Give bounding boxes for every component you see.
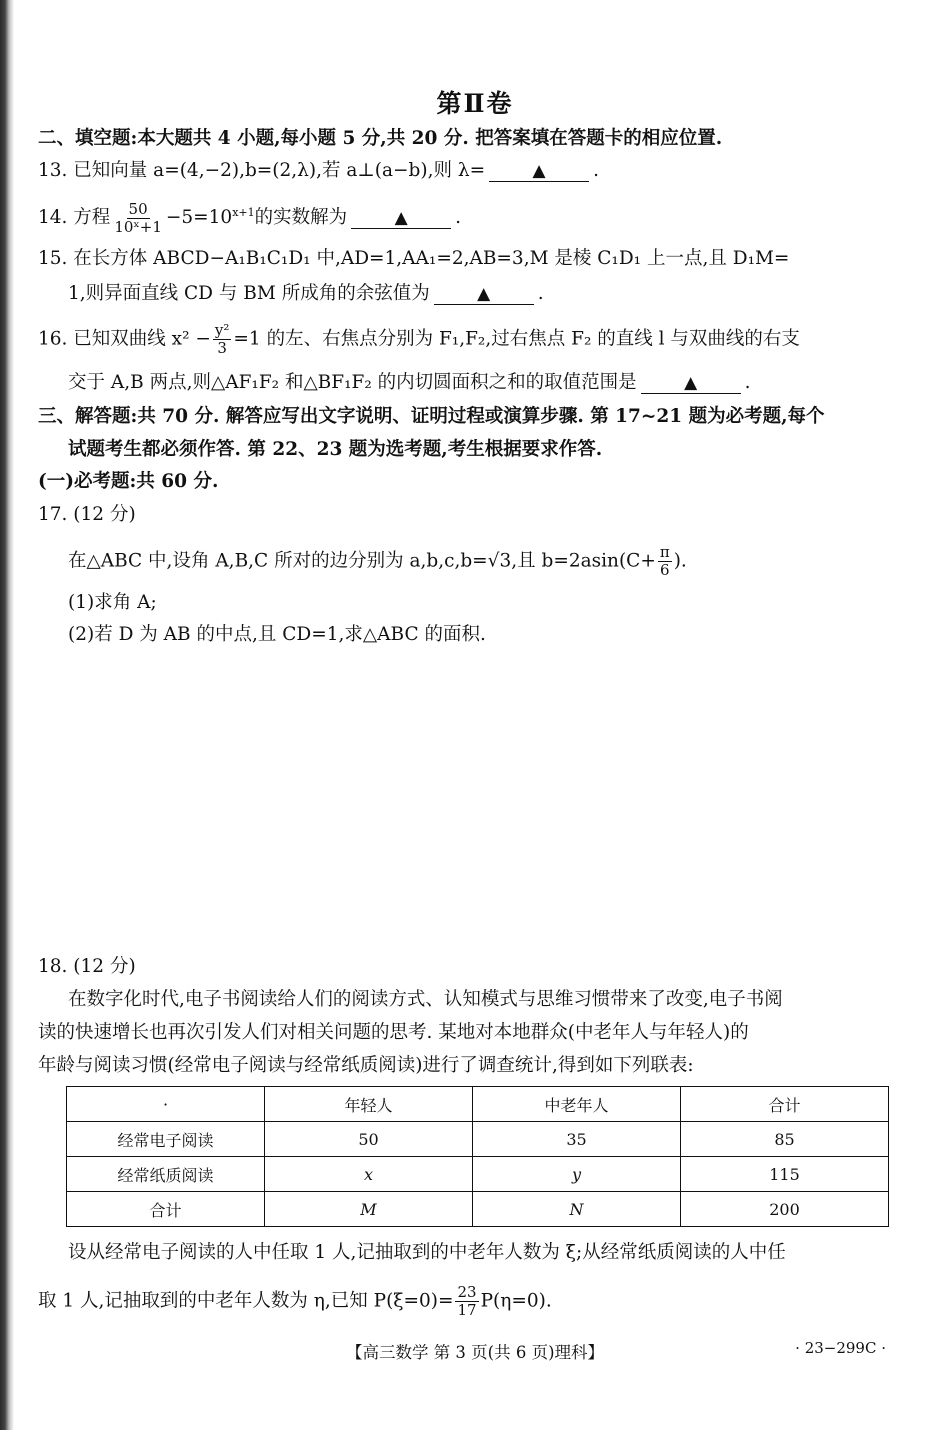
contingency-table <box>66 1086 889 1227</box>
question-18-after1: 设从经常电子阅读的人中任取 1 人,记抽取到的中老年人数为 ξ;从经常纸质阅读的人中任 <box>68 1242 786 1263</box>
q13-text: 13. 已知向量 a=(4,−2),b=(2,λ),若 a⊥(a−b),则 λ= <box>38 160 486 181</box>
table-row: 合计 M N 200 <box>67 1192 889 1227</box>
question-17-part2: (2)若 D 为 AB 的中点,且 CD=1,求△ABC 的面积. <box>68 624 486 645</box>
question-17-header: 17. (12 分) <box>38 504 136 525</box>
q16-fraction: $\frac{\text{y²}}{3}$ <box>214 321 230 357</box>
section3-heading-line1: 三、解答题:共 70 分. 解答应写出文字说明、证明过程或演算步骤. 第 17~21 题为必考题,每个 <box>38 406 825 427</box>
answer-blank-15: ▲ <box>434 284 534 305</box>
question-17-stem: 在△ABC 中,设角 A,B,C 所对的边分别为 a,b,c,b=√3,且 b=2asin(C+ $\frac{\pi}{6}$ ). <box>68 543 687 579</box>
exam-code: · 23−299C · <box>795 1339 886 1357</box>
page-title: 第Ⅱ卷 <box>436 89 514 118</box>
answer-blank-13: ▲ <box>489 161 589 182</box>
question-18-para2: 读的快速增长也再次引发人们对相关问题的思考. 某地对本地群众(中老年人与年轻人)的 <box>38 1022 749 1043</box>
q14-fraction: $\frac{50}{\text{10ˣ+1}}$ <box>114 199 162 236</box>
page-footer: 【高三数学 第 3 页(共 6 页)理科】 <box>345 1343 605 1362</box>
question-18-header: 18. (12 分) <box>38 956 136 977</box>
section2-heading: 二、填空题:本大题共 4 小题,每小题 5 分,共 20 分. 把答案填在答题卡的相应位置. <box>38 128 723 149</box>
table-header-row: · 年轻人 中老年人 合计 <box>67 1087 889 1122</box>
question-13: 13. 已知向量 a=(4,−2),b=(2,λ),若 a⊥(a−b),则 λ= ▲ . <box>38 160 599 181</box>
table-row: 经常纸质阅读 x y 115 <box>67 1157 889 1192</box>
question-15-line1: 15. 在长方体 ABCD−A₁B₁C₁D₁ 中,AD=1,AA₁=2,AB=3,M 是棱 C₁D₁ 上一点,且 D₁M= <box>38 248 790 269</box>
table-row: 经常电子阅读 50 35 85 <box>67 1122 889 1157</box>
question-18-para1: 在数字化时代,电子书阅读给人们的阅读方式、认知模式与思维习惯带来了改变,电子书阅 <box>68 989 783 1010</box>
question-17-part1: (1)求角 A; <box>68 592 157 613</box>
question-16-line2: 交于 A,B 两点,则△AF₁F₂ 和△BF₁F₂ 的内切圆面积之和的取值范围是 ▲ . <box>68 372 751 393</box>
question-18-after2: 取 1 人,记抽取到的中老年人数为 η,已知 P(ξ=0)= $\frac{23}{17}$ P(η=0). <box>38 1283 552 1319</box>
required-heading: (一)必考题:共 60 分. <box>38 471 219 492</box>
question-16-line1: 16. 已知双曲线 x² − $\frac{\text{y²}}{3}$ =1 的左、右焦点分别为 F₁,F₂,过右焦点 F₂ 的直线 l 与双曲线的右支 <box>38 321 800 357</box>
q17-fraction: $\frac{\pi}{6}$ <box>659 543 670 579</box>
question-14: 14. 方程 $\frac{50}{\text{10ˣ+1}}$ $-5=10^{x+1}$的实数解为 ▲ . <box>38 199 462 236</box>
question-18-para3: 年龄与阅读习惯(经常电子阅读与经常纸质阅读)进行了调查统计,得到如下列联表: <box>38 1055 694 1076</box>
answer-blank-16: ▲ <box>641 373 741 394</box>
answer-blank-14: ▲ <box>351 208 451 229</box>
question-15-line2: 1,则异面直线 CD 与 BM 所成角的余弦值为 ▲ . <box>68 283 544 304</box>
section3-heading-line2: 试题考生都必须作答. 第 22、23 题为选考题,考生根据要求作答. <box>68 439 603 460</box>
q18-fraction: $\frac{23}{17}$ <box>457 1283 477 1319</box>
